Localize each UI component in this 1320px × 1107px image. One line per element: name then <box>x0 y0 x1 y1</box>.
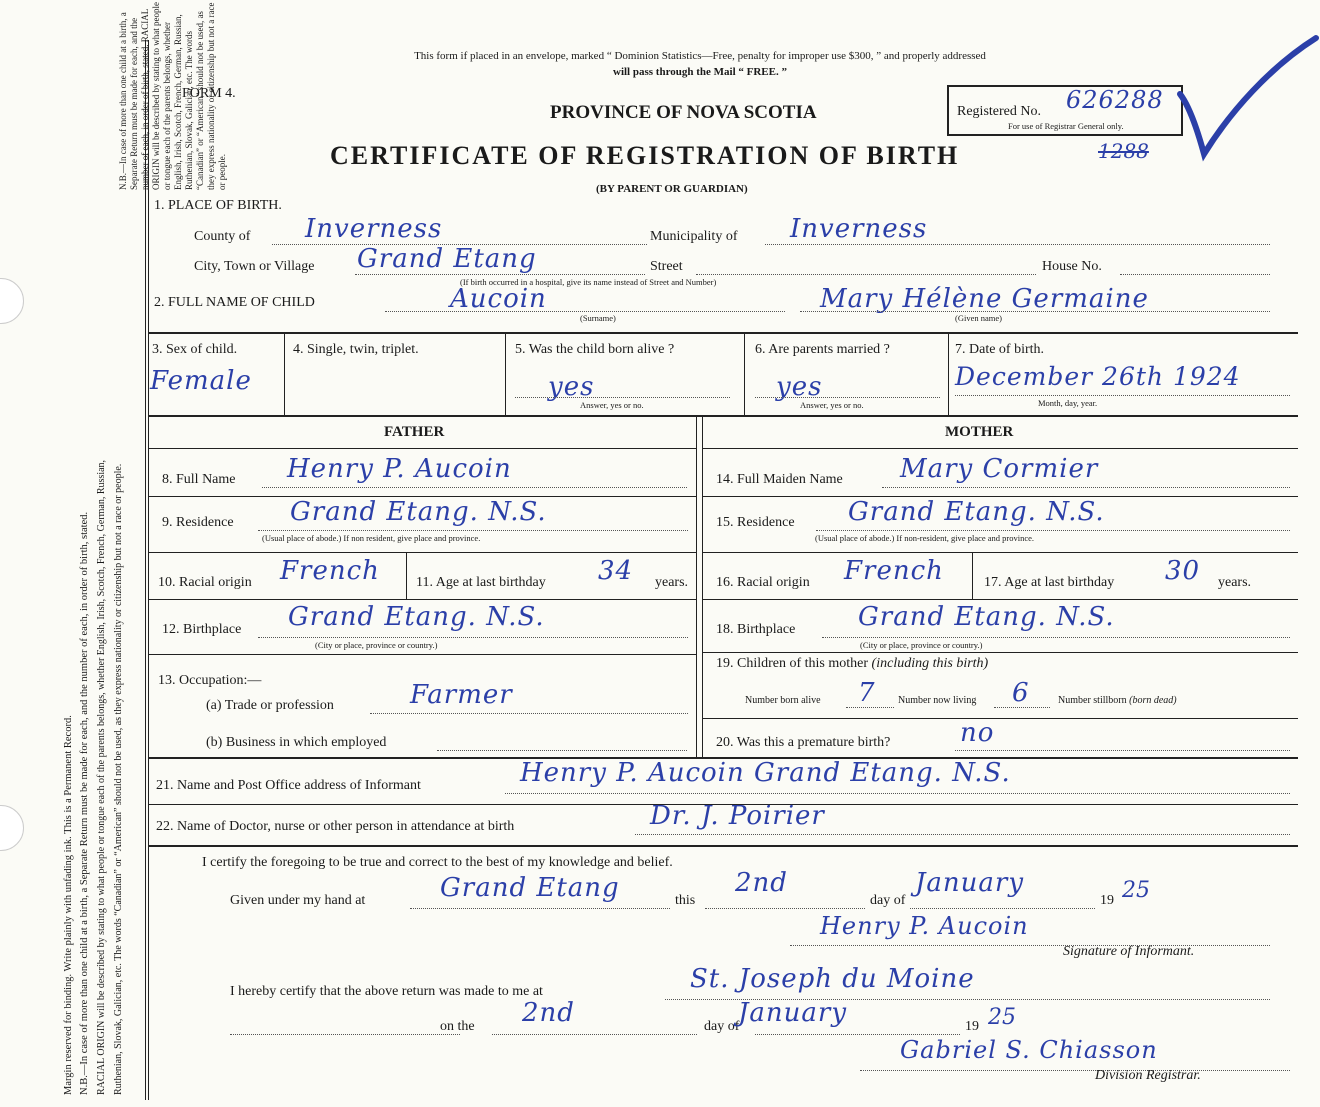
house-label: House No. <box>1042 259 1102 274</box>
father-birthplace-label: 12. Birthplace <box>162 622 242 637</box>
struck-number: 1288 <box>1098 139 1149 163</box>
mother-birthplace-note: (City or place, province or country.) <box>860 640 983 650</box>
registrar-year-value: 25 <box>988 1005 1016 1030</box>
rule-f9 <box>148 552 696 553</box>
registrar-day-of-label: day of <box>704 1019 740 1034</box>
mother-birthplace-value: Grand Etang. N.S. <box>858 602 1115 632</box>
municipality-label: Municipality of <box>650 229 738 244</box>
certify-day-of-label: day of <box>870 893 906 908</box>
registrar-day-value: 2nd <box>522 998 575 1028</box>
born-alive-count-label: Number born alive <box>745 695 821 706</box>
certify-month-value: January <box>915 868 1025 898</box>
father-residence-line <box>258 530 688 531</box>
premature-label: 20. Was this a premature birth? <box>716 735 891 750</box>
binding-hole-top <box>0 278 24 324</box>
mother-name-value: Mary Cormier <box>900 454 1099 484</box>
father-name-label: 8. Full Name <box>162 472 236 487</box>
city-value: Grand Etang <box>357 244 537 274</box>
informant-signature: Henry P. Aucoin <box>820 912 1029 940</box>
now-living-value: 6 <box>1012 678 1030 708</box>
now-living-line <box>994 707 1050 708</box>
father-racial-value: French <box>280 556 380 586</box>
envelope-notice-1: This form if placed in an envelope, marked “ Dominion Statistics—Free, penalty for improper use $300, ” and properly addressed <box>414 50 986 62</box>
rule-row3-top <box>148 332 1298 334</box>
county-value: Inverness <box>305 214 443 244</box>
rule-row3-v3 <box>744 334 745 415</box>
born-alive-note: Answer, yes or no. <box>580 400 644 410</box>
municipality-value: Inverness <box>790 214 928 244</box>
certify-year-prefix: 19 <box>1100 893 1114 908</box>
mother-age-unit: years. <box>1218 575 1252 590</box>
rule-doctor <box>148 845 1298 847</box>
parents-married-line <box>755 397 940 398</box>
stillborn-label-text: Number stillborn <box>1058 695 1127 706</box>
margin-note-bottom-4: Ruthenian, Slovak, Galician, etc. The words “Canadian” or “American” should not be used, as they express nationality or citizenship but not a race or people. <box>113 463 124 1095</box>
given-name-note: (Given name) <box>955 313 1002 323</box>
registered-value: 626288 <box>1066 86 1164 114</box>
rule-m16-v <box>972 553 973 599</box>
parents-married-value: yes <box>776 372 823 402</box>
certify-year-value: 25 <box>1122 878 1150 903</box>
father-age-unit: years. <box>655 575 689 590</box>
rule-f10 <box>148 599 696 600</box>
registrar-lead-line <box>230 1034 460 1035</box>
rule-m19 <box>702 718 1298 719</box>
now-living-label: Number now living <box>898 695 977 706</box>
registrar-month-line <box>755 1034 960 1035</box>
registrar-year-prefix: 19 <box>965 1019 979 1034</box>
rule-row3-bottom <box>148 415 1298 417</box>
city-label: City, Town or Village <box>194 259 315 274</box>
registrar-on-label: on the <box>440 1019 475 1034</box>
father-heading: FATHER <box>384 424 445 440</box>
margin-rule <box>145 40 146 1100</box>
born-alive-count-line <box>846 707 894 708</box>
registrar-signature: Gabriel S. Chiasson <box>900 1036 1158 1064</box>
margin-note-top: N.B.—In case of more than one child at a birth, a Separate Return must be made for each, and the number of each, in order of birth, stated. RACIAL ORIGIN will be described by stating to what people or tongue each of the parents belongs, whether English, Irish, Scotch, French, German, Russian, Ruthenian, Slovak, Galician, etc. The words “Canadian” or “American” should not be used, as they express nationality or citizenship but not a race or people. <box>118 2 227 190</box>
rule-row3-v1 <box>284 334 285 415</box>
mother-birthplace-label: 18. Birthplace <box>716 622 796 637</box>
trade-value: Farmer <box>410 680 513 710</box>
form-number: FORM 4. <box>182 86 236 101</box>
registrar-place-value: St. Joseph du Moine <box>690 964 975 994</box>
registrar-statement: I hereby certify that the above return was made to me at <box>230 984 543 999</box>
rule-f10-v <box>406 553 407 599</box>
informant-signature-line <box>790 945 1270 946</box>
mother-racial-label: 16. Racial origin <box>716 575 810 590</box>
surname-note: (Surname) <box>580 313 616 323</box>
informant-value: Henry P. Aucoin Grand Etang. N.S. <box>520 758 1011 788</box>
check-mark-icon <box>1170 32 1320 162</box>
registrar-month-value: January <box>738 998 848 1028</box>
certify-statement: I certify the foregoing to be true and correct to the best of my knowledge and belief. <box>202 855 673 870</box>
house-line <box>1120 274 1270 275</box>
surname-value: Aucoin <box>450 284 547 314</box>
father-birthplace-value: Grand Etang. N.S. <box>288 602 545 632</box>
this-label: this <box>675 893 696 908</box>
surname-line <box>385 311 785 312</box>
dob-note: Month, day, year. <box>1038 398 1098 408</box>
doctor-line <box>635 834 1290 835</box>
single-twin-label: 4. Single, twin, triplet. <box>293 342 419 357</box>
certify-day-value: 2nd <box>735 868 788 898</box>
father-name-value: Henry P. Aucoin <box>287 454 512 484</box>
binding-hole-bottom <box>0 805 24 851</box>
stillborn-note: (born dead) <box>1129 695 1177 706</box>
informant-signature-label: Signature of Informant. <box>1063 944 1195 959</box>
registrar-note: For use of Registrar General only. <box>1008 121 1124 131</box>
mother-birthplace-line <box>822 637 1290 638</box>
envelope-notice-2: will pass through the Mail “ FREE. ” <box>613 66 787 78</box>
born-alive-label: 5. Was the child born alive ? <box>515 342 675 357</box>
mother-heading: MOTHER <box>945 424 1014 440</box>
registered-label: Registered No. <box>957 104 1041 119</box>
rule-m15 <box>702 552 1298 553</box>
premature-line <box>955 750 1290 751</box>
occupation-label: 13. Occupation:— <box>158 673 262 688</box>
stillborn-label <box>1058 695 1177 706</box>
given-name-line <box>800 311 1270 312</box>
business-label: (b) Business in which employed <box>206 735 387 750</box>
dob-line <box>955 395 1290 396</box>
father-residence-label: 9. Residence <box>162 515 234 530</box>
rule-row3-v2 <box>505 334 506 415</box>
dob-value: December 26th 1924 <box>955 362 1241 391</box>
trade-line <box>370 713 688 714</box>
rule-heading <box>148 448 696 449</box>
registrar-signature-line <box>860 1070 1290 1071</box>
rule-m18 <box>702 652 1298 653</box>
rule-f12 <box>148 654 696 655</box>
informant-label: 21. Name and Post Office address of Informant <box>156 778 421 793</box>
registrar-day-line <box>492 1034 697 1035</box>
parent-column-divider-2 <box>702 417 703 757</box>
doctor-label: 22. Name of Doctor, nurse or other person in attendance at birth <box>156 819 515 834</box>
parents-married-label: 6. Are parents married ? <box>755 342 890 357</box>
parent-column-divider-1 <box>696 417 697 757</box>
municipality-line <box>765 244 1270 245</box>
registrar-signature-label: Division Registrar. <box>1095 1068 1201 1083</box>
mother-residence-line <box>816 530 1290 531</box>
born-alive-line <box>515 397 730 398</box>
given-under-label: Given under my hand at <box>230 893 366 908</box>
father-racial-label: 10. Racial origin <box>158 575 252 590</box>
mother-name-label: 14. Full Maiden Name <box>716 472 843 487</box>
mother-residence-label: 15. Residence <box>716 515 795 530</box>
child-name-label: 2. FULL NAME OF CHILD <box>154 295 315 310</box>
premature-value: no <box>960 718 995 748</box>
margin-note-bottom-1: Margin reserved for binding. Write plainly with unfading ink. This is a Permanent Record. <box>63 715 74 1095</box>
certify-day-line <box>705 908 865 909</box>
margin-note-bottom-2: N.B.—In case of more than one child at a birth, a Separate Return must be made for each, and the number of each, in order of birth, stated. <box>79 511 90 1095</box>
mother-age-value: 30 <box>1165 556 1201 586</box>
trade-label: (a) Trade or profession <box>206 698 334 713</box>
certify-month-line <box>910 908 1095 909</box>
dob-label: 7. Date of birth. <box>955 342 1045 357</box>
street-line <box>696 274 1036 275</box>
mother-residence-value: Grand Etang. N.S. <box>848 497 1105 527</box>
father-age-label: 11. Age at last birthday <box>416 575 546 590</box>
margin-note-bottom-3: RACIAL ORIGIN will be described by stating to what people or tongue each of the parents belongs, whether English, Irish, Scotch, French, German, Russian, <box>96 459 107 1095</box>
mother-name-line <box>882 487 1290 488</box>
father-residence-note: (Usual place of abode.) If non resident, give place and province. <box>262 533 481 543</box>
mother-residence-note: (Usual place of abode.) If non-resident, give place and province. <box>815 533 1035 543</box>
sex-label: 3. Sex of child. <box>152 342 238 357</box>
sex-value: Female <box>150 366 252 396</box>
province-heading: PROVINCE OF NOVA SCOTIA <box>550 102 817 123</box>
parents-married-note: Answer, yes or no. <box>800 400 864 410</box>
father-residence-value: Grand Etang. N.S. <box>290 497 547 527</box>
certificate-title: CERTIFICATE OF REGISTRATION OF BIRTH <box>330 141 960 170</box>
father-name-line <box>262 487 687 488</box>
place-of-birth-label: 1. PLACE OF BIRTH. <box>154 198 282 213</box>
children-note: (including this birth) <box>871 656 989 671</box>
father-birthplace-line <box>258 637 688 638</box>
margin-rule-inner <box>148 40 149 1100</box>
certificate-subtitle: (BY PARENT OR GUARDIAN) <box>596 183 748 195</box>
business-line <box>437 750 687 751</box>
father-birthplace-note: (City or place, province or country.) <box>315 640 438 650</box>
given-place-value: Grand Etang <box>440 873 620 903</box>
children-label <box>716 656 988 672</box>
born-alive-value: yes <box>548 372 595 402</box>
father-age-value: 34 <box>598 556 634 586</box>
rule-heading-m <box>702 448 1298 449</box>
mother-racial-value: French <box>844 556 944 586</box>
given-place-line <box>410 908 670 909</box>
given-name-value: Mary Hélène Germaine <box>820 284 1149 314</box>
rule-row3-v4 <box>948 334 949 415</box>
born-alive-count-value: 7 <box>858 678 876 708</box>
mother-age-label: 17. Age at last birthday <box>984 575 1115 590</box>
county-label: County of <box>194 229 251 244</box>
doctor-value: Dr. J. Poirier <box>650 801 825 831</box>
street-label: Street <box>650 259 683 274</box>
rule-m16 <box>702 599 1298 600</box>
informant-line <box>505 793 1290 794</box>
city-line <box>355 274 645 275</box>
hospital-note: (If birth occurred in a hospital, give its name instead of Street and Number) <box>460 277 717 287</box>
children-label-text: 19. Children of this mother <box>716 656 869 671</box>
